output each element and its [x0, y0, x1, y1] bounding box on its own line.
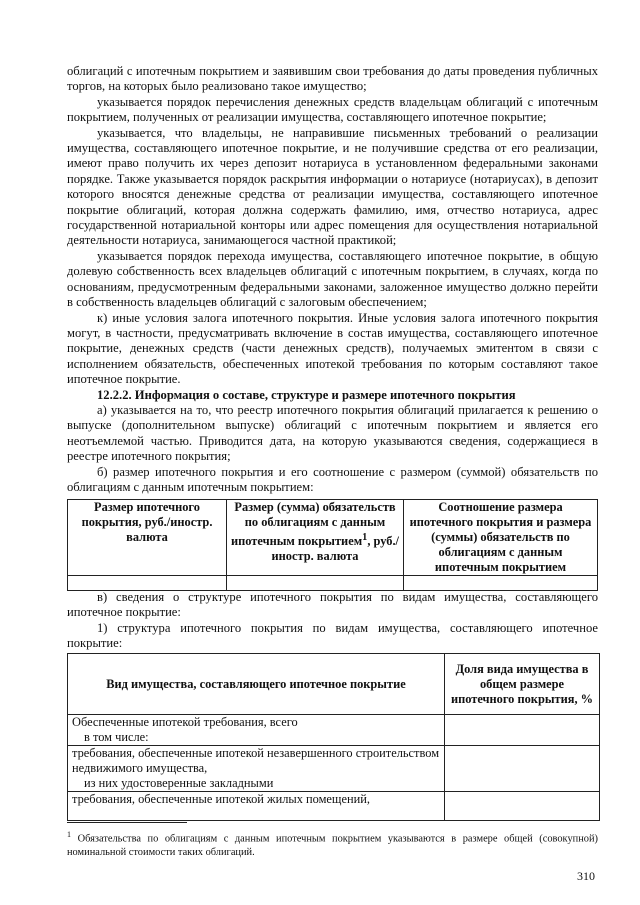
row-sublabel: из них удостоверенные закладными [84, 776, 274, 790]
paragraph-ownership-transfer: указывается порядок перехода имущества, составляющего ипотечное покрытие, в общую долевую собственность всех владельцев облигаций с ипотечным покрытием, в случаях, когда по основаниям, предусмотренным федеральными законами, заложенное имущество должно перейти в собственность владельцев облигаций с залоговым обеспечением; [67, 248, 598, 310]
paragraph-b: б) размер ипотечного покрытия и его соотношение с размером (суммой) обязательств по облигациям с данным ипотечным покрытием: [67, 464, 598, 494]
table-cell [68, 715, 445, 746]
table-header-cell: Вид имущества, составляющего ипотечное покрытие [68, 654, 445, 715]
footnote-text: Обязательства по облигациям с данным ипотечным покрытием указываются в размере общей (совокупной) номинальной стоимости таких облигаций. [67, 833, 598, 859]
coverage-structure-table [67, 653, 600, 821]
table-cell [445, 792, 600, 821]
coverage-size-table [67, 499, 598, 591]
footnote-divider [67, 822, 187, 823]
footnote [67, 828, 598, 860]
paragraph-1: 1) структура ипотечного покрытия по видам имущества, составляющего ипотечное покрытие: [67, 620, 598, 651]
paragraph-notary-deposit: указывается, что владельцы, не направившие письменных требований о реализации имущества, составляющего ипотечное покрытие, и не получившие средства от его реализации, имеют право получить их через депозит нотариуса в установленном федеральными законами порядке. Также указывается порядок раскрытия информации о нотариусе (нотариусах), в депозит которого вносятся денежные средства от реализации имущества, составляющего ипотечное покрытие облигаций, которая должна содержать фамилию, имя, отчество нотариуса, адрес государственной нотариальной конторы или адрес помещения для осуществления нотариальной деятельности нотариуса, занимающегося частной практикой; [67, 125, 598, 248]
paragraph-payment-order: указывается порядок перечисления денежных средств владельцам облигаций с ипотечным покрытием, полученных от реализации имущества, составляющего ипотечное покрытие; [67, 94, 598, 125]
page-number: 310 [577, 869, 595, 883]
body-text-middle [67, 590, 598, 652]
table-cell [404, 576, 598, 591]
paragraph-a: а) указывается на то, что реестр ипотечного покрытия облигаций прилагается к решению о выпуске (дополнительном выпуске) облигаций с ипотечным покрытием и является его неотъемлемой частью. Приводится дата, на которую указываются сведения, содержащиеся в реестре ипотечного покрытия; [67, 402, 598, 464]
table-header-row [68, 654, 600, 715]
footnote-ref: 1 [362, 532, 368, 543]
footnote-mark: 1 [67, 830, 71, 839]
table-row [68, 792, 600, 821]
table-cell [68, 792, 445, 821]
header-text-tail: , руб./иностр. валюта [271, 534, 400, 564]
row-label: требования, обеспеченные ипотекой незавершенного строительством недвижимого имущества, [72, 746, 440, 775]
row-label: требования, обеспеченные ипотекой жилых помещений, [72, 792, 370, 806]
table-row [68, 576, 598, 591]
body-text-top [67, 64, 598, 495]
table-header-row [68, 500, 598, 576]
table-row [68, 746, 600, 792]
row-label: Обеспеченные ипотекой требования, всего [72, 715, 298, 729]
table-header-cell: Доля вида имущества в общем размере ипотечного покрытия, % [445, 654, 600, 715]
header-text: Размер (сумма) обязательств по облигациям с данным ипотечным покрытием [231, 500, 396, 549]
table-cell [68, 576, 227, 591]
table-cell [445, 746, 600, 792]
table-header-cell: Размер ипотечного покрытия, руб./иностр. валюта [68, 500, 227, 576]
row-sublabel: в том числе: [84, 730, 149, 744]
table-cell [68, 746, 445, 792]
paragraph-continuation: облигаций с ипотечным покрытием и заявившим свои требования до даты проведения публичных торгов, на которых было реализовано такое имущество; [67, 64, 598, 94]
paragraph-other-conditions: к) иные условия залога ипотечного покрытия. Иные условия залога ипотечного покрытия могут, в частности, предусматривать включение в состав имущества, составляющего ипотечное покрытие, денежных средств (части денежных средств), получаемых эмитентом в связи с исполнением обязательств, обеспеченных ипотекой требования по которым составляют такое ипотечное покрытие. [67, 310, 598, 387]
section-heading: 12.2.2. Информация о составе, структуре и размере ипотечного покрытия [97, 387, 516, 402]
table-header-cell [227, 500, 404, 576]
table-cell [227, 576, 404, 591]
table-row [68, 715, 600, 746]
paragraph-v: в) сведения о структуре ипотечного покрытия по видам имущества, составляющего ипотечное покрытие: [67, 590, 598, 620]
table-cell [445, 715, 600, 746]
table-header-cell: Соотношение размера ипотечного покрытия и размера (суммы) обязательств по облигациям с данным ипотечным покрытием [404, 500, 598, 576]
